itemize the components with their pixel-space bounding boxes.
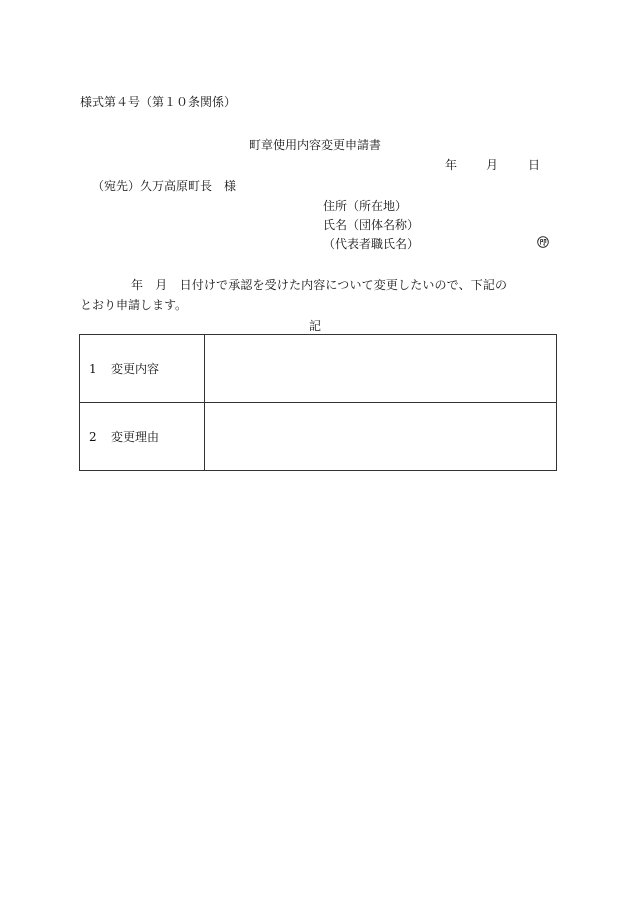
applicant-address-label: 住所（所在地） <box>323 199 408 213</box>
item-label-cell <box>80 403 205 471</box>
seal-icon <box>537 236 549 248</box>
item-value-cell-change-content[interactable] <box>205 335 557 403</box>
table-row <box>80 403 557 471</box>
ki-heading: 記 <box>309 319 322 333</box>
item-label: 変更内容 <box>111 362 160 376</box>
form-number: 様式第４号（第１０条関係） <box>80 95 237 109</box>
document-title: 町章使用内容変更申請書 <box>248 138 381 152</box>
addressee: （宛先）久万高原町長 様 <box>92 179 237 193</box>
item-number: 2 <box>89 430 97 444</box>
date-month-label: 月 <box>486 158 499 172</box>
item-label-cell <box>80 335 205 403</box>
date-year-label: 年 <box>445 158 458 172</box>
body-text-line-2: とおり申請します。 <box>80 298 188 312</box>
items-table <box>79 334 557 471</box>
item-value-cell-change-reason[interactable] <box>205 403 557 471</box>
applicant-name-label: 氏名（団体名称） <box>323 218 420 232</box>
item-number: 1 <box>89 362 97 376</box>
date-day-label: 日 <box>528 158 541 172</box>
item-label: 変更理由 <box>111 430 160 444</box>
body-text-line-1: 年 月 日付けで承認を受けた内容について変更したいので、下記の <box>131 278 508 292</box>
representative-name-label: （代表者職氏名） <box>323 237 420 251</box>
table-row <box>80 335 557 403</box>
